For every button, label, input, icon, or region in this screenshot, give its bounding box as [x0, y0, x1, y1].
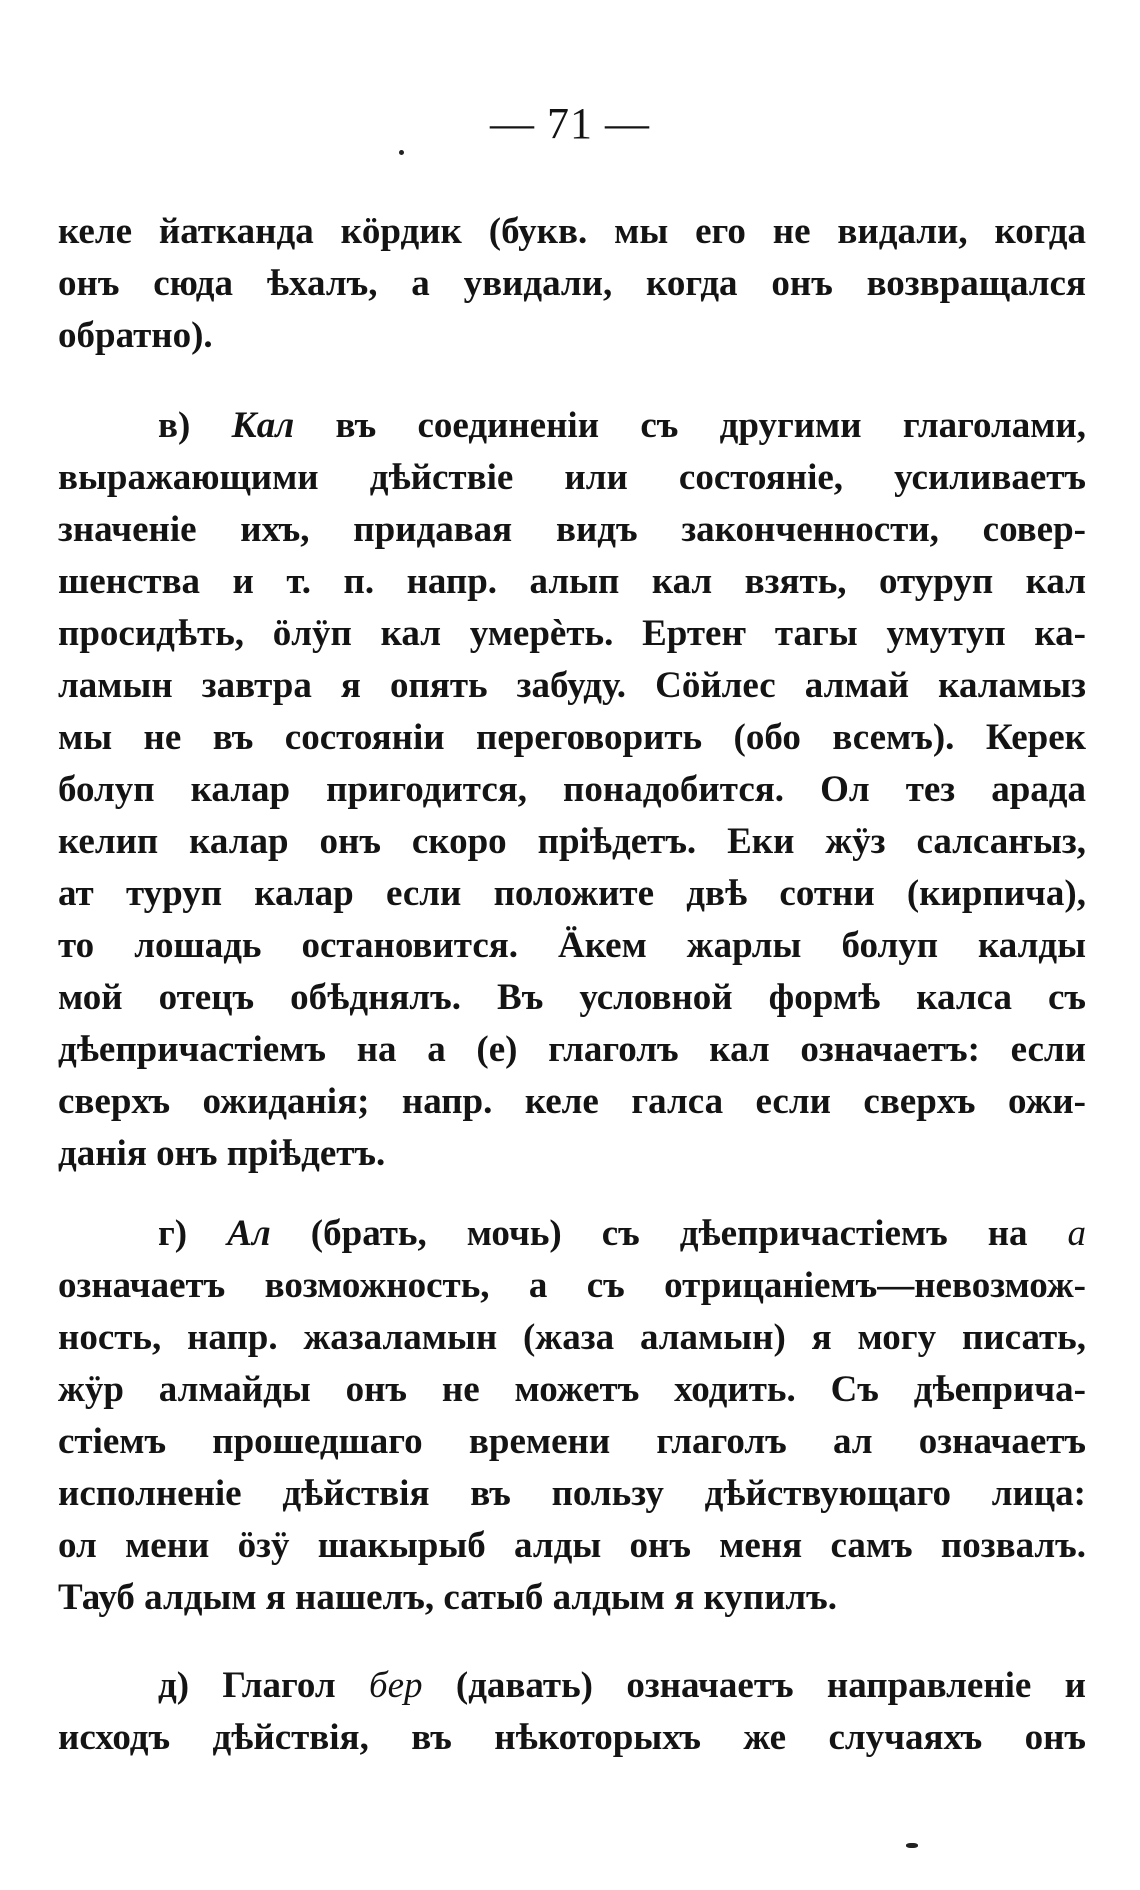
text-line: значеніе ихъ, придавая видъ законченности, совер- — [58, 509, 1086, 550]
ink-speck — [399, 150, 404, 155]
text-line: Тауб алдым я нашелъ, сатыб алдым я купилъ. — [58, 1577, 838, 1618]
paragraph-marker: г) — [158, 1213, 188, 1254]
keyword: Ал — [227, 1213, 271, 1254]
paragraph-first-line — [58, 400, 1086, 452]
paragraph-first-line — [58, 1660, 1086, 1712]
italic-letter: а — [1067, 1213, 1087, 1254]
paragraph-marker: в) — [158, 405, 191, 446]
text-line: келип калар онъ скоро пріѣдетъ. Еки жӱз салсаҥыз, — [58, 821, 1086, 862]
text-line: жӱр алмайды онъ не можетъ ходить. Съ дѣеприча- — [58, 1369, 1086, 1410]
first-line-text: (давать) означаетъ направленіе и — [455, 1665, 1086, 1706]
ink-speck — [906, 1843, 918, 1848]
first-line-text: въ соединеніи съ другими глаголами, — [335, 405, 1086, 446]
text-line: обратно). — [58, 315, 213, 356]
page-number: — 71 — — [490, 99, 650, 148]
text-line: то лошадь остановится. Ӓкем жарлы болуп калды — [58, 925, 1086, 966]
paragraph-v — [58, 400, 1086, 1180]
text-line: стіемъ прошедшаго времени глаголъ ал означаетъ — [58, 1421, 1086, 1462]
paragraph-continuation — [58, 206, 1086, 362]
text-line: означаетъ возможность, а съ отрицаніемъ—невозмож- — [58, 1265, 1086, 1306]
text-line: ол мени ӧзӱ шакырыб алды онъ меня самъ позвалъ. — [58, 1525, 1086, 1566]
text-line: шенства и т. п. напр. алып кал взять, отуруп кал — [58, 561, 1086, 602]
text-line: келе йатканда кӧрдик (букв. мы его не видали, когда — [58, 211, 1086, 252]
text-line: мой отецъ обѣднялъ. Въ условной формѣ калса съ — [58, 977, 1086, 1018]
keyword: бер — [369, 1665, 423, 1706]
text-line: мы не въ состояніи переговорить (обо всемъ). Керек — [58, 717, 1086, 758]
text-line: онъ сюда ѣхалъ, а увидали, когда онъ возвращался — [58, 263, 1086, 304]
paragraph-first-line — [58, 1208, 1086, 1260]
paragraph-g — [58, 1208, 1086, 1624]
text-line: просидѣть, ӧлӱп кал умерѐть. Ертеҥ тагы умутуп ка- — [58, 613, 1086, 654]
text-line: данія онъ пріѣдетъ. — [58, 1133, 386, 1174]
text-line: ат туруп калар если положите двѣ сотни (кирпича), — [58, 873, 1086, 914]
paragraph-marker: д) Глагол — [158, 1665, 336, 1706]
text-line: болуп калар пригодится, понадобится. Ол тез арада — [58, 769, 1086, 810]
text-line: выражающими дѣйствіе или состояніе, усиливаетъ — [58, 457, 1086, 498]
text-line: исполненіе дѣйствія въ пользу дѣйствующаго лица: — [58, 1473, 1086, 1514]
text-line: исходъ дѣйствія, въ нѣкоторыхъ же случаяхъ онъ — [58, 1717, 1086, 1758]
keyword: Кал — [231, 405, 295, 446]
paragraph-d — [58, 1660, 1086, 1764]
text-line: сверхъ ожиданія; напр. келе галса если сверхъ ожи- — [58, 1081, 1086, 1122]
text-line: дѣепричастіемъ на а (е) глаголъ кал означаетъ: если — [58, 1029, 1086, 1070]
first-line-text: (брать, мочь) съ дѣепричастіемъ на — [310, 1213, 1028, 1254]
text-line: ность, напр. жазаламын (жаза аламын) я могу писать, — [58, 1317, 1086, 1358]
text-line: ламын завтра я опять забуду. Сӧйлес алмай каламыз — [58, 665, 1086, 706]
